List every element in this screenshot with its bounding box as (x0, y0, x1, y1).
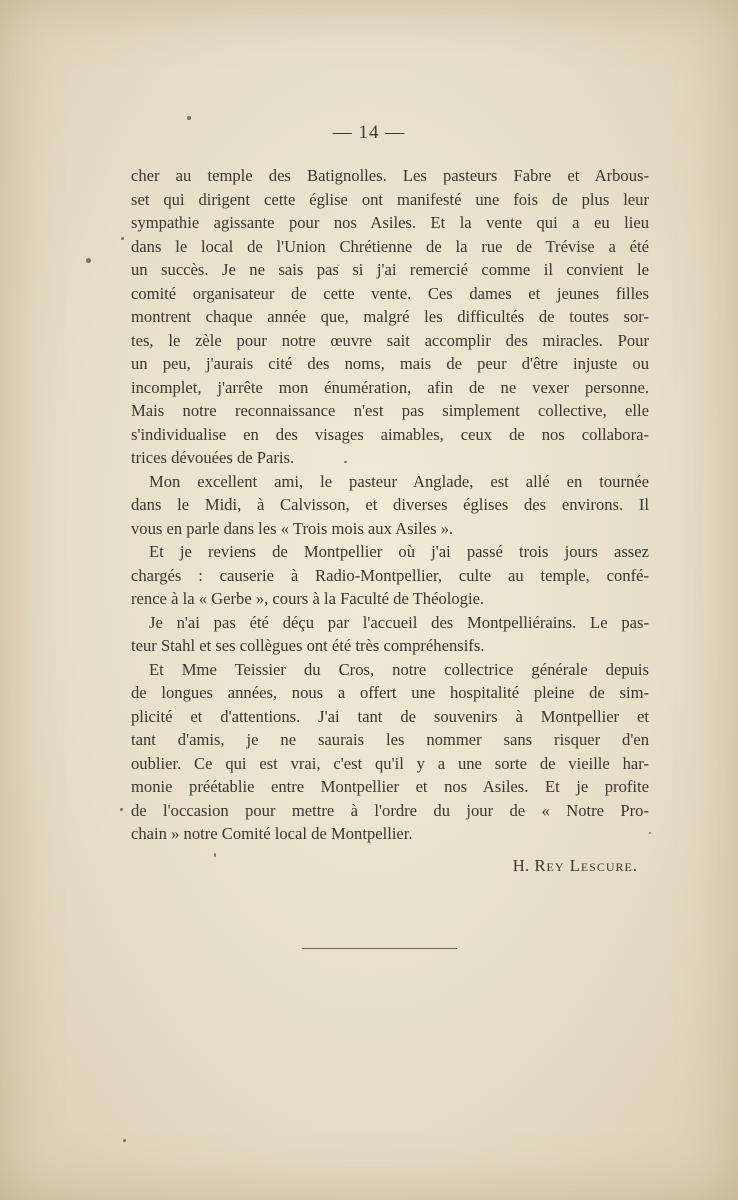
text-line: tant d'amis, je ne saurais les nommer sans risquer d'en (131, 730, 649, 749)
text-line: Je n'ai pas été déçu par l'accueil des Montpelliérains. Le pas- (149, 612, 649, 632)
text-line: de l'occasion pour mettre à l'ordre du jour de « Notre Pro- (131, 800, 649, 820)
text-line: de longues années, nous a offert une hospitalité pleine de sim- (131, 683, 649, 702)
text-line: trices dévouées de Paris. (131, 448, 295, 467)
text-line: Mon excellent ami, le pasteur Anglade, est allé en tournée (149, 471, 649, 491)
text-line: s'individualise en des visages aimables, ceux de nos collabora- (131, 424, 649, 444)
text-line: sympathie agissante pour nos Asiles. Et la vente qui a eu lieu (131, 213, 649, 232)
text-line: cher au temple des Batignolles. Les pasteurs Fabre et Arbous- (131, 166, 649, 185)
signature-initial: H. (512, 856, 530, 875)
text-line: teur Stahl et ses collègues ont été très compréhensifs. (131, 636, 485, 655)
signature-name: Rey Lescure. (534, 856, 638, 875)
text-line: Mais notre reconnaissance n'est pas simplement collective, elle (131, 401, 649, 420)
text-line: Et je reviens de Montpellier où j'ai passé trois jours assez (149, 542, 649, 561)
paper-speck (214, 853, 216, 857)
text-line: chargés : causerie à Radio-Montpellier, culte au temple, confé- (131, 565, 649, 585)
paper-speck (649, 832, 651, 834)
end-rule (302, 948, 457, 949)
text-line: un peu, j'aurais cité des noms, mais de peur d'être injuste ou (131, 354, 649, 373)
paper-speck (120, 808, 123, 811)
text-line: vous en parle dans les « Trois mois aux Asiles ». (131, 518, 454, 538)
text-line: rence à la « Gerbe », cours à la Faculté de Théologie. (131, 589, 485, 608)
paper-speck (86, 258, 91, 263)
text-line: monie préétablie entre Montpellier et nos Asiles. Et je profite (131, 777, 649, 796)
text-line: comité organisateur de cette vente. Ces dames et jeunes filles (131, 283, 649, 303)
paper-speck (123, 1139, 126, 1142)
page-number: — 14 — (332, 122, 406, 143)
paper-speck (187, 116, 191, 120)
text-line: un succès. Je ne sais pas si j'ai remercié comme il convient le (131, 260, 649, 279)
text-line: oublier. Ce qui est vrai, c'est qu'il y a une sorte de vieille har- (131, 753, 649, 773)
body-text (131, 164, 649, 846)
text-line: dans le local de l'Union Chrétienne de la rue de Trévise a été (131, 236, 649, 256)
text-line: set qui dirigent cette église ont manifesté une fois de plus leur (131, 189, 649, 209)
text-line: plicité et d'attentions. J'ai tant de souvenirs à Montpellier et (131, 706, 649, 726)
paper-speck (121, 237, 124, 240)
text-line: chain » notre Comité local de Montpellier. (131, 824, 413, 843)
text-line: montrent chaque année que, malgré les difficultés de toutes sor- (131, 307, 649, 326)
text-line: tes, le zèle pour notre œuvre sait accomplir des miracles. Pour (131, 330, 649, 350)
text-line: dans le Midi, à Calvisson, et diverses églises des environs. Il (131, 495, 649, 514)
paper-speck (344, 461, 347, 463)
text-line: incomplet, j'arrête mon énumération, afin de ne vexer personne. (131, 377, 649, 397)
signature (0, 854, 638, 878)
text-line: Et Mme Teissier du Cros, notre collectrice générale depuis (149, 659, 649, 679)
